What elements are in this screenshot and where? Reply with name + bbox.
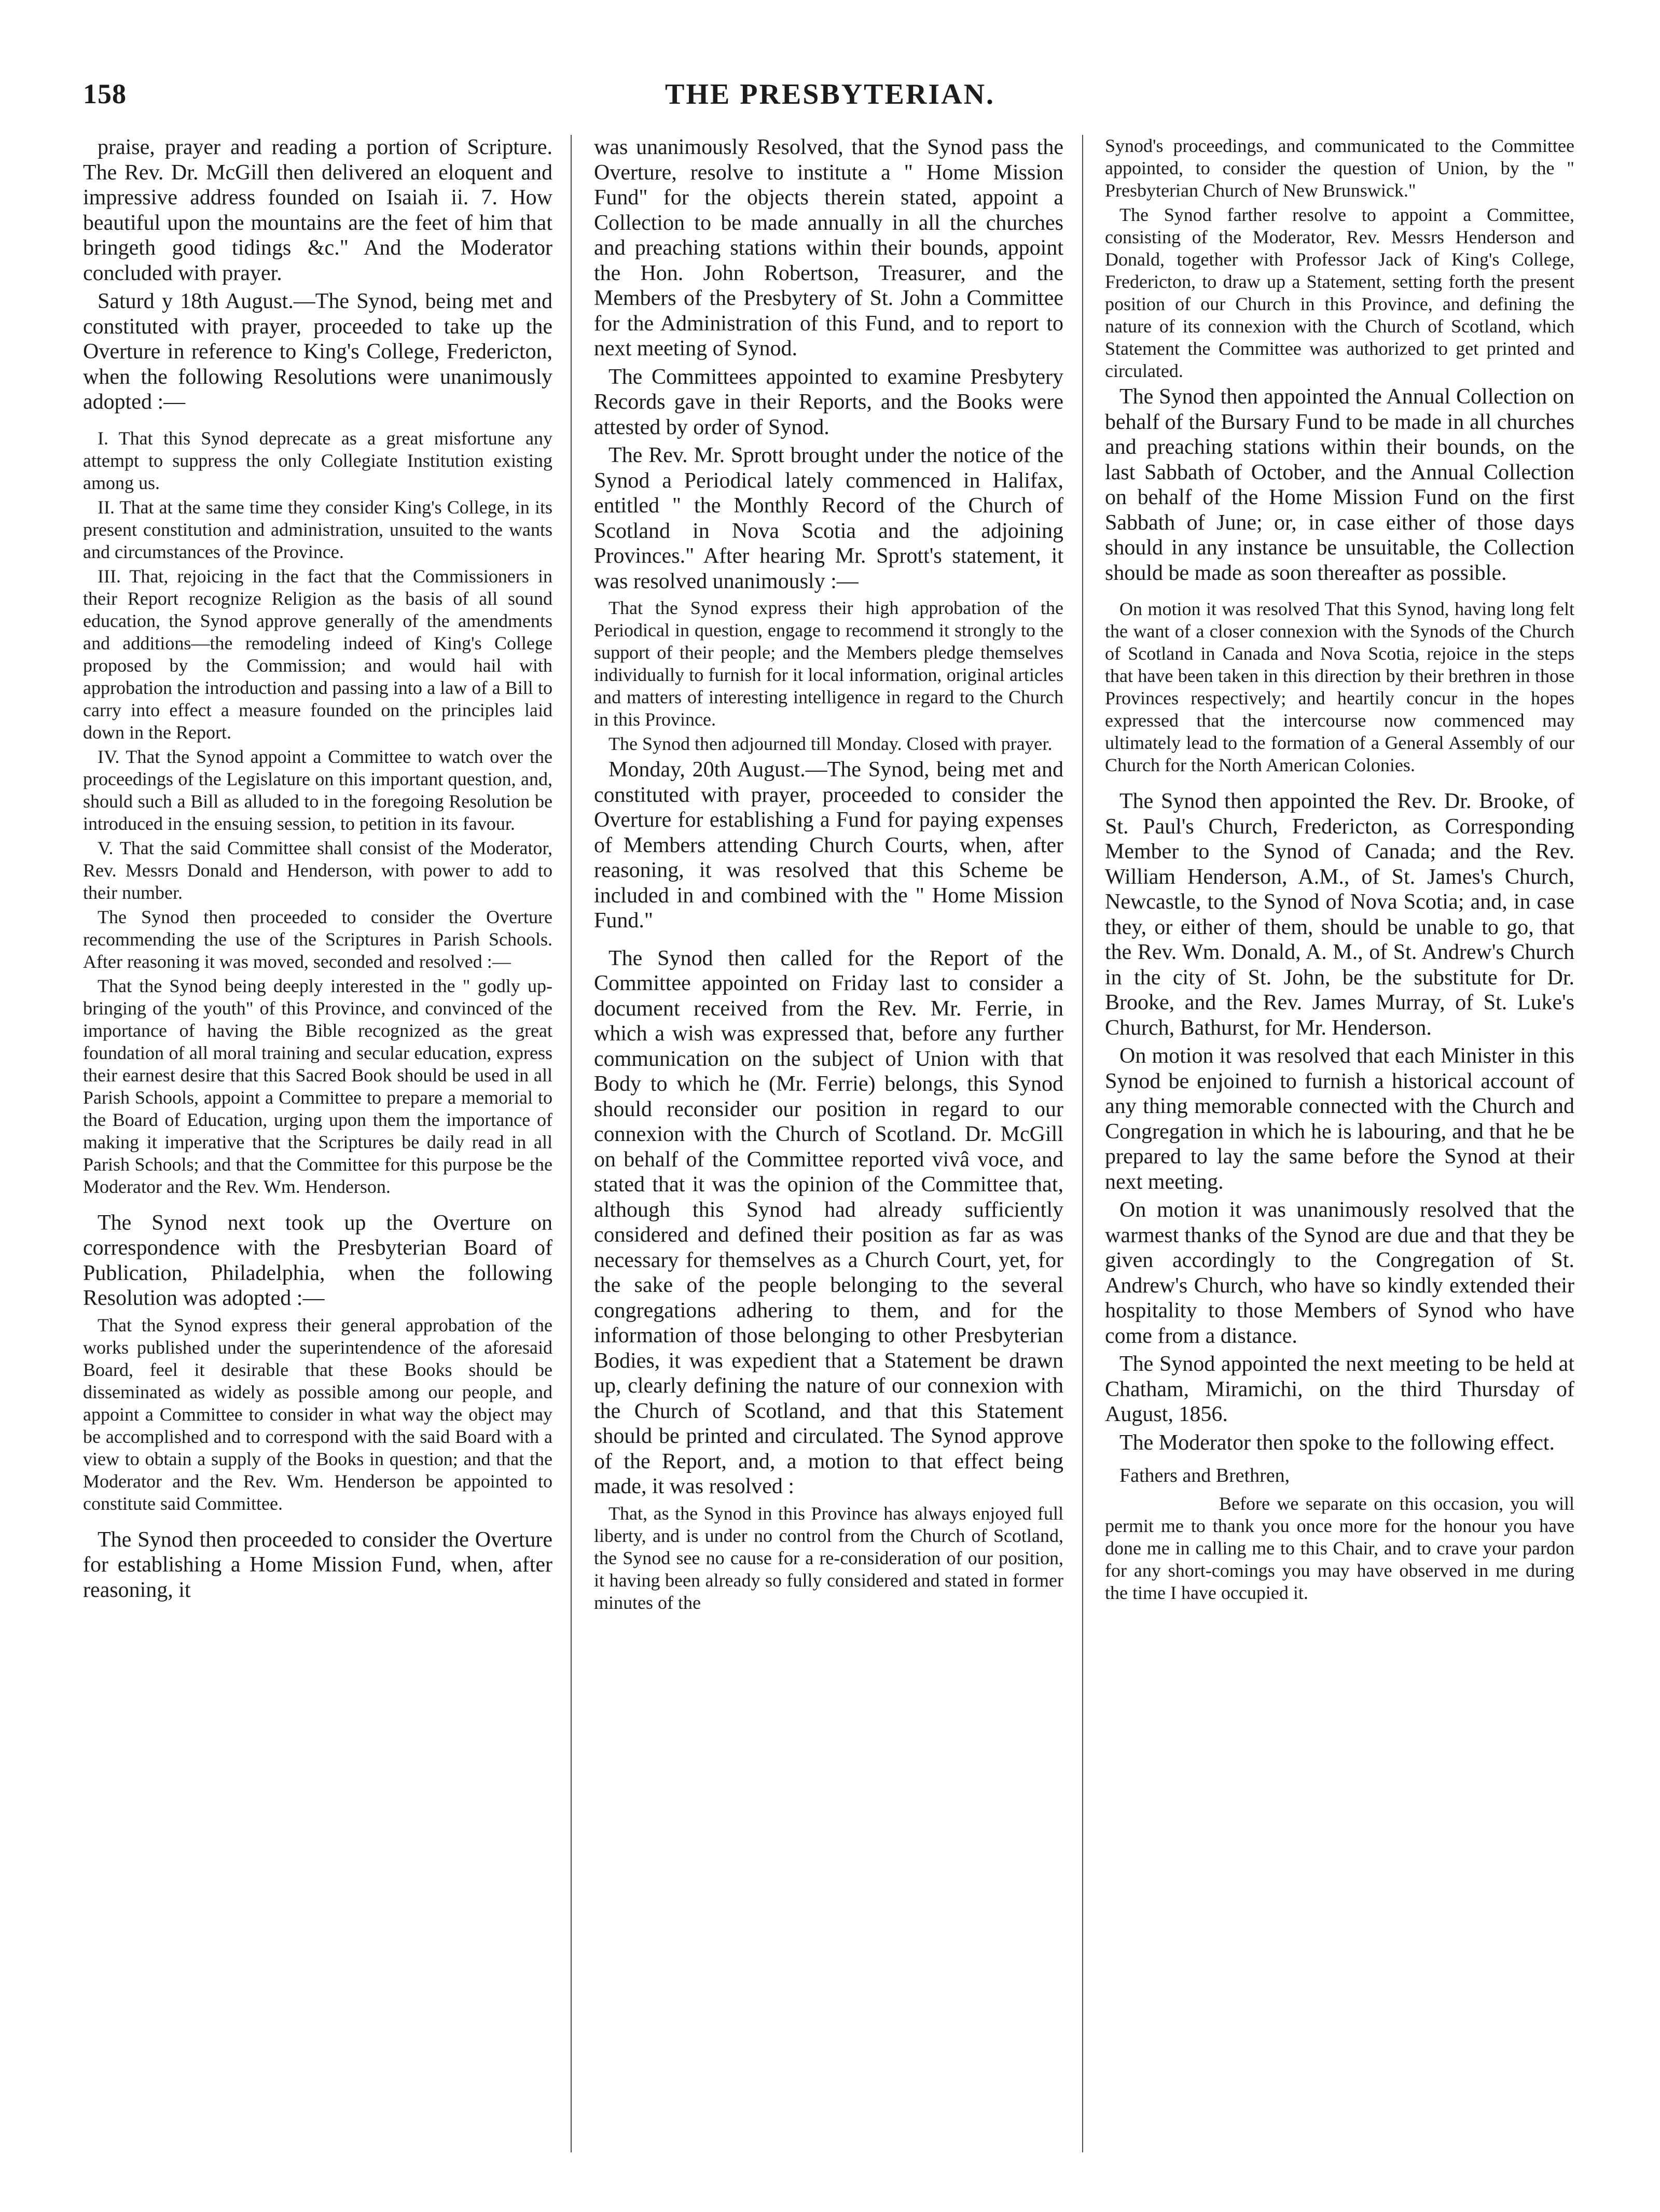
- paragraph: IV. That the Synod appoint a Committee to watch over the proceedings of the Legislature on this important question, and, should such a Bill as alluded to in the foregoing Resolution be introduced in the ensuing session, to petition in its favour.: [83, 746, 552, 834]
- paragraph: The Synod then appointed the Annual Collection on behalf of the Bursary Fund to be made in all churches and preaching stations within their bounds, on the last Sabbath of October, and the Annual Collection on behalf of the Home Mission Fund on the first Sabbath of June; or, in case either of those days should in any instance be unsuitable, the Collection should be made as soon thereafter as possible.: [1105, 385, 1574, 585]
- paragraph: The Committees appointed to examine Presbytery Records gave in their Reports, and the Books were attested by order of Synod.: [594, 365, 1063, 439]
- column-1: [83, 135, 552, 2158]
- paragraph: Monday, 20th August.—The Synod, being met and constituted with prayer, proceeded to consider the Overture for establishing a Fund for paying expenses of Members attending Church Courts, when, after reasoning, it was resolved that this Scheme be included in and combined with the " Home Mission Fund.": [594, 758, 1063, 933]
- paragraph: Saturd y 18th August.—The Synod, being met and constituted with prayer, proceeded to take up the Overture in reference to King's College, Fredericton, when the following Resolutions were unanimously adopted :—: [83, 289, 552, 414]
- paragraph: On motion it was resolved That this Synod, having long felt the want of a closer connexion with the Synods of the Church of Scotland in Canada and Nova Scotia, rejoice in the steps that have been taken in this direction by their brethren in those Provinces respectively; and heartily concur in the hopes expressed that the intercourse now commenced may ultimately lead to the formation of a General Assembly of our Church for the North American Colonies.: [1105, 599, 1574, 775]
- running-title: THE PRESBYTERIAN.: [665, 78, 995, 110]
- paragraph: The Synod then appointed the Rev. Dr. Brooke, of St. Paul's Church, Fredericton, as Corresponding Member to the Synod of Canada; and the Rev. William Henderson, A.M., of St. James's Church, Newcastle, to the Synod of Nova Scotia; and, in case they, or either of them, should be unable to go, that the Rev. Wm. Donald, A. M., of St. Andrew's Church in the city of St. John, be the substitute for Dr. Brooke, and the Rev. James Murray, of St. Luke's Church, Bathurst, for Mr. Henderson.: [1105, 789, 1574, 1040]
- paragraph: That, as the Synod in this Province has always enjoyed full liberty, and is under no control from the Church of Scotland, the Synod see no cause for a re-consideration of our position, it having been already so fully considered and stated in former minutes of the: [594, 1503, 1063, 1613]
- column-2: [594, 135, 1063, 2158]
- paragraph: That the Synod express their high approbation of the Periodical in question, engage to recommend it strongly to the support of their people; and the Members pledge themselves individually to furnish for it local information, original articles and matters of interesting intelligence in regard to the Church in this Province.: [594, 597, 1063, 730]
- paragraph: On motion it was unanimously resolved that the warmest thanks of the Synod are due and that they be given accordingly to the Congregation of St. Andrew's Church, who have so kindly extended their hospitality to those Members of Synod who have come from a distance.: [1105, 1198, 1574, 1348]
- paragraph: That the Synod express their general approbation of the works published under the superintendence of the aforesaid Board, feel it desirable that these Books should be disseminated as widely as possible among our people, and appoint a Committee to consider in what way the object may be accomplished and to correspond with the said Board with a view to obtain a supply of the Books in question; and that the Moderator and the Rev. Wm. Henderson be appointed to constitute said Committee.: [83, 1314, 552, 1514]
- paragraph: I. That this Synod deprecate as a great misfortune any attempt to suppress the only Collegiate Institution existing among us.: [83, 427, 552, 493]
- paragraph: On motion it was resolved that each Minister in this Synod be enjoined to furnish a historical account of any thing memorable connected with the Church and Congregation in which he is labouring, and that he be prepared to lay the same before the Synod at their next meeting.: [1105, 1044, 1574, 1194]
- paragraph: The Synod then proceeded to consider the Overture recommending the use of the Scriptures in Parish Schools. After reasoning it was moved, seconded and resolved :—: [83, 906, 552, 972]
- paragraph: Fathers and Brethren,: [1119, 1465, 1290, 1486]
- paragraph: The Rev. Mr. Sprott brought under the notice of the Synod a Periodical lately commenced in Halifax, entitled " the Monthly Record of the Church of Scotland in Nova Scotia and the adjoining Provinces." After hearing Mr. Sprott's statement, it was resolved unanimously :—: [594, 443, 1063, 593]
- paragraph: The Synod then called for the Report of the Committee appointed on Friday last to consider a document received from the Rev. Mr. Ferrie, in which a wish was expressed that, before any further communication on the subject of Union with that Body to which he (Mr. Ferrie) belongs, this Synod should reconsider our position in regard to our connexion with the Church of Scotland. Dr. McGill on behalf of the Committee reported vivâ voce, and stated that it was the opinion of the Committee that, although this Synod had already sufficiently considered and defined their position as far as was necessary for themselves as a Church Court, yet, for the sake of the people belonging to the several congregations adhering to them, and for the information of those belonging to other Presbyterian Bodies, it was expedient that a Statement be drawn up, clearly defining the nature of our connexion with the Church of Scotland, and that this Statement should be printed and circulated. The Synod approve of the Report, and, a motion to that effect being made, it was resolved :: [594, 946, 1063, 1498]
- paragraph: The Synod then adjourned till Monday. Closed with prayer.: [608, 733, 1053, 754]
- paragraph: praise, prayer and reading a portion of Scripture. The Rev. Dr. McGill then delivered an eloquent and impressive address founded on Isaiah ii. 7. How beautiful upon the mountains are the feet of him that bringeth good tidings &c." And the Moderator concluded with prayer.: [83, 135, 552, 285]
- paragraph: II. That at the same time they consider King's College, in its present constitution and administration, unsuited to the wants and circumstances of the Province.: [83, 496, 552, 562]
- column-rule: [1082, 135, 1083, 2152]
- paragraph: The Synod next took up the Overture on correspondence with the Presbyterian Board of Publication, Philadelphia, when the following Resolution was adopted :—: [83, 1211, 552, 1310]
- paragraph: That the Synod being deeply interested in the " godly up-bringing of the youth" of this Province, and convinced of the importance of having the Bible recognized as the great foundation of all moral training and secular education, express their earnest desire that this Sacred Book should be used in all Parish Schools, appoint a Committee to prepare a memorial to the Board of Education, urging upon them the importance of making it imperative that the Scriptures be daily read in all Parish Schools; and that the Committee for this purpose be the Moderator and the Rev. Wm. Henderson.: [83, 975, 552, 1197]
- paragraph: The Synod appointed the next meeting to be held at Chatham, Miramichi, on the third Thursday of August, 1856.: [1105, 1352, 1574, 1426]
- page-header: [83, 78, 1577, 119]
- page-number: 158: [83, 78, 127, 109]
- paragraph: The Synod farther resolve to appoint a Committee, consisting of the Moderator, Rev. Messrs Henderson and Donald, together with Professor Jack of King's College, Fredericton, to draw up a Statement, setting forth the present position of our Church in this Province, and defining the nature of its connexion with the Church of Scotland, which Statement the Committee was authorized to get printed and circulated.: [1105, 204, 1574, 381]
- paragraph: Synod's proceedings, and communicated to the Committee appointed, to consider the question of Union, by the " Presbyterian Church of New Brunswick.": [1105, 135, 1574, 201]
- text-columns: [83, 135, 1577, 2158]
- column-rule: [571, 135, 572, 2152]
- paragraph: was unanimously Resolved, that the Synod pass the Overture, resolve to institute a " Home Mission Fund" for the objects therein stated, appoint a Collection to be made annually in all the churches and preaching stations within their bounds, appoint the Hon. John Robertson, Treasurer, and the Members of the Presbytery of St. John a Committee for the Administration of this Fund, and to report to next meeting of Synod.: [594, 135, 1063, 360]
- paragraph: III. That, rejoicing in the fact that the Commissioners in their Report recognize Religion as the basis of all sound education, the Synod approve generally of the amendments and additions—the remodeling indeed of King's College proposed by the Commission; and would hail with approbation the introduction and passing into a law of a Bill to carry into effect a measure founded on the principles laid down in the Report.: [83, 565, 552, 743]
- paragraph: Before we separate on this occasion, you will permit me to thank you once more for the honour you have done me in calling me to this Chair, and to crave your pardon for any short-comings you may have observed in me during the time I have occupied it.: [1105, 1493, 1574, 1603]
- paragraph: The Synod then proceeded to consider the Overture for establishing a Home Mission Fund, when, after reasoning, it: [83, 1527, 552, 1602]
- column-3: [1105, 135, 1574, 2158]
- paragraph: V. That the said Committee shall consist of the Moderator, Rev. Messrs Donald and Henderson, with power to add to their number.: [83, 837, 552, 903]
- paragraph: The Moderator then spoke to the following effect.: [1119, 1430, 1555, 1455]
